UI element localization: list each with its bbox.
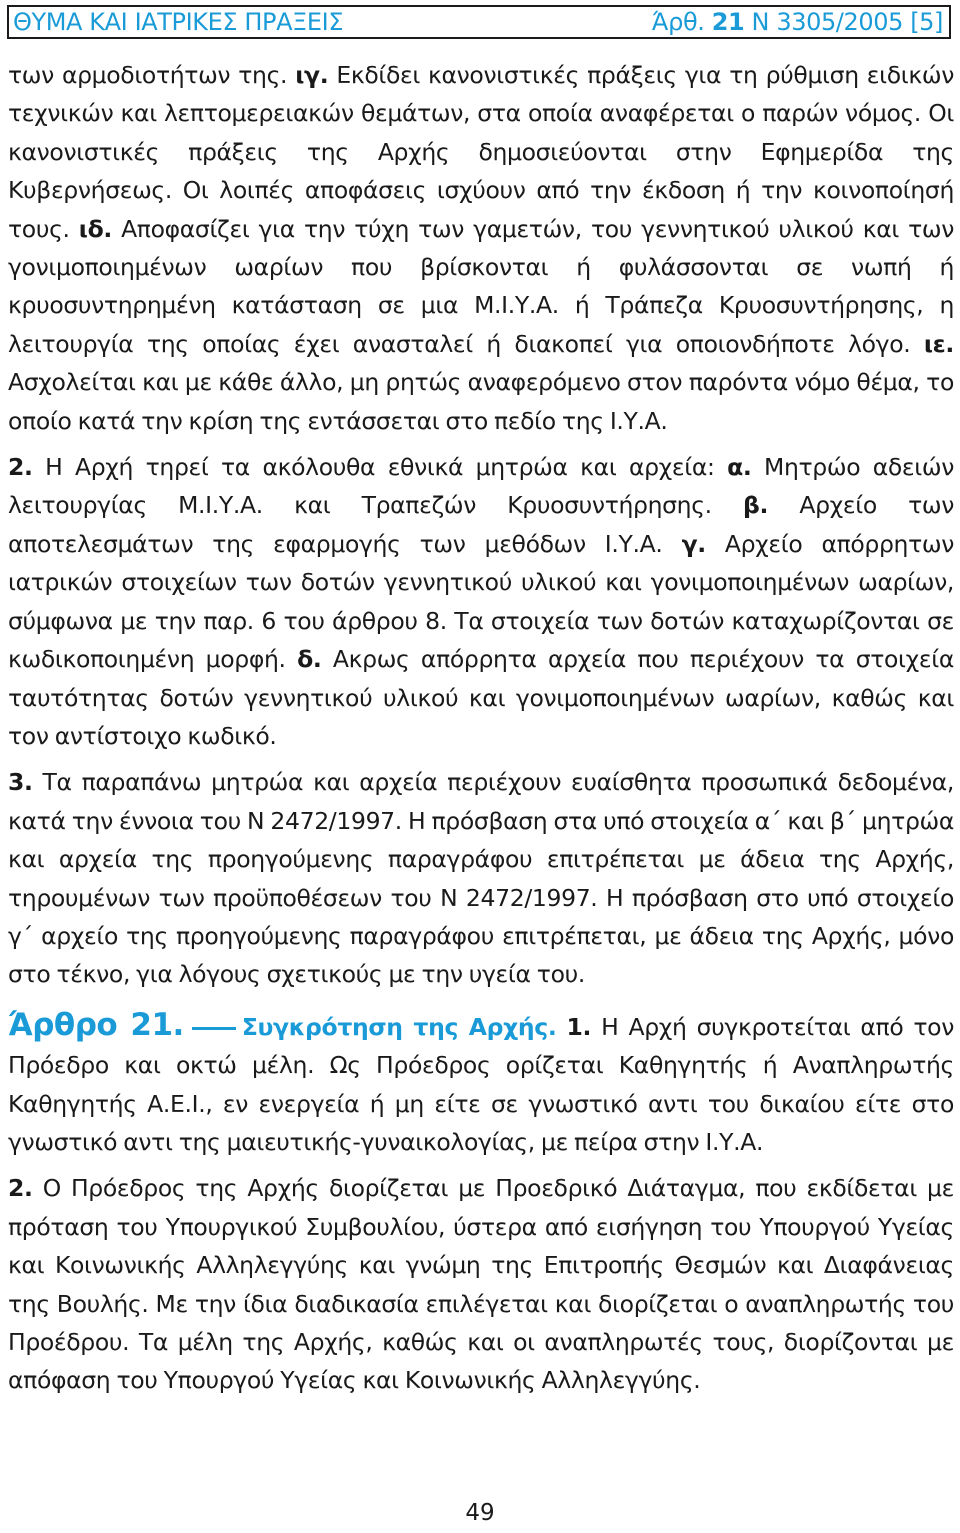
- item-marker: ιε.: [923, 329, 954, 358]
- paragraph-3: [8, 763, 954, 993]
- running-header: [7, 5, 951, 39]
- item-marker: β.: [743, 491, 769, 520]
- header-reference: [652, 8, 943, 36]
- text-run: Ο Πρόεδρος της Αρχής διορίζεται με Προεδρικό Διάταγμα, που εκδίδεται με πρόταση του Υπουργικού Συμβουλίου, ύστερα από εισήγηση του Υπουργού Υγείας και Κοινωνικής Αλληλεγγύης και γνώμη της Επιτροπής Θεσμών και Διαφάνειας της Βουλής. Με την ίδια διαδικασία επιλέγεται και διορίζεται ο αναπληρωτής του Προέδρου. Τα μέλη της Αρχής, καθώς και οι αναπληρωτές τους, διορίζονται με απόφαση του Υπουργού Υγείας και Κοινωνικής Αλληλεγγύης.: [8, 1174, 954, 1395]
- article-subtitle: Συγκρότηση της Αρχής.: [241, 1012, 557, 1041]
- document-body: [8, 56, 954, 1400]
- paragraph-number: 1.: [566, 1012, 592, 1041]
- item-marker: ιγ.: [295, 61, 329, 89]
- text-run: Αποφασίζει για την τύχη των γαμετών, του γεννητικού υλικού και των γονιμοποιημένων ωαρίων που βρίσκονται ή φυλάσσονται σε νωπή ή κρυοσυντηρημένη κατάσταση σε μια Μ.Ι.Υ.Α. ή Τράπεζα Κρυοσυντήρησης, η λειτουργία της οποίας έχει ανασταλεί ή διακοπεί για οποιονδήποτε λόγο.: [8, 214, 954, 358]
- text-run: Η Αρχή συγκροτείται από τον Πρόεδρο και οκτώ μέλη. Ως Πρόεδρος ορίζεται Καθηγητής ή Αναπληρωτής Καθηγητής Α.Ε.Ι., εν ενεργεία ή μη είτε σε γνωστικό αντι του δικαίου είτε στο γνωστικό αντι της μαιευτικής-γυναικολογίας, με πείρα στην Ι.Υ.Α.: [8, 1012, 954, 1156]
- text-run: Εκδίδει κανονιστικές πράξεις για τη ρύθμιση ειδικών τεχνικών και λεπτομερειακών θεμάτων, στα οποία αναφέρεται ο παρών νόμος. Οι κανονιστικές πράξεις της Αρχής δημοσιεύονται στην Εφημερίδα της Κυβερνήσεως. Οι λοιπές αποφάσεις ισχύουν από την έκδοση ή την κοινοποίησή τους.: [8, 61, 954, 243]
- item-marker: ιδ.: [78, 214, 112, 243]
- article-dash: [192, 1027, 236, 1030]
- header-law: Ν 3305/2005 [5]: [751, 8, 943, 36]
- text-run: Μητρώο αδειών λειτουργίας Μ.Ι.Υ.Α. και Τραπεζών Κρυοσυντήρησης.: [8, 453, 954, 520]
- paragraph-number: 2.: [8, 1174, 33, 1203]
- paragraph-article-21-2: [8, 1169, 954, 1399]
- article-21: [8, 1006, 954, 1162]
- text-run: Αρχείο των αποτελεσμάτων της εφαρμογής των μεθόδων Ι.Υ.Α.: [8, 491, 954, 558]
- page-number: 49: [465, 1500, 495, 1526]
- text-run: Τα παραπάνω μητρώα και αρχεία περιέχουν ευαίσθητα προσωπικά δεδομένα, κατά την έννοια του Ν 2472/1997. Η πρόσβαση στα υπό στοιχεία α΄ και β΄ μητρώα και αρχεία της προηγούμενης παραγράφου επιτρέπεται με άδεια της Αρχής, τηρουμένων των προϋποθέσεων του Ν 2472/1997. Η πρόσβαση στο υπό στοιχείο γ΄ αρχείο της προηγούμενης παραγράφου επιτρέπεται, με άδεια της Αρχής, μόνο στο τέκνο, για λόγους σχετικούς με την υγεία του.: [8, 768, 954, 989]
- paragraph-number: 3.: [8, 768, 33, 797]
- header-ref-prefix: Άρθ.: [651, 8, 705, 36]
- article-title: Άρθρο 21.: [8, 1006, 184, 1043]
- item-marker: γ.: [681, 529, 706, 558]
- item-marker: α.: [727, 453, 752, 482]
- text-run: Ακρως απόρρητα αρχεία που περιέχουν τα στοιχεία ταυτότητας δοτών γεννητικού υλικού και γονιμοποιημένων ωαρίων, καθώς και τον αντίστοιχο κωδικό.: [8, 645, 954, 750]
- text-run: Ασχολείται και με κάθε άλλο, μη ρητώς αναφερόμενο στον παρόντα νόμο θέμα, το οποίο κατά την κρίση της εντάσσεται στο πεδίο της Ι.Υ.Α.: [8, 368, 954, 435]
- header-article-number: 21: [711, 8, 745, 36]
- paragraph-continued: [8, 56, 954, 440]
- item-marker: δ.: [297, 645, 322, 674]
- text-run: Η Αρχή τηρεί τα ακόλουθα εθνικά μητρώα και αρχεία:: [32, 453, 728, 482]
- text-run: των αρμοδιοτήτων της.: [8, 61, 296, 89]
- paragraph-2: [8, 448, 954, 755]
- text-run: Αρχείο απόρρητων ιατρικών στοιχείων των δοτών γεννητικού υλικού και γονιμοποιημένων ωαρίων, σύμφωνα με την παρ. 6 του άρθρου 8. Τα στοιχεία των δοτών καταχωρίζονται σε κωδικοποιημένη μορφή.: [8, 529, 954, 674]
- header-title: ΘΥΜΑ ΚΑΙ ΙΑΤΡΙΚΕΣ ΠΡΑΞΕΙΣ: [13, 8, 344, 36]
- paragraph-number: 2.: [8, 453, 33, 482]
